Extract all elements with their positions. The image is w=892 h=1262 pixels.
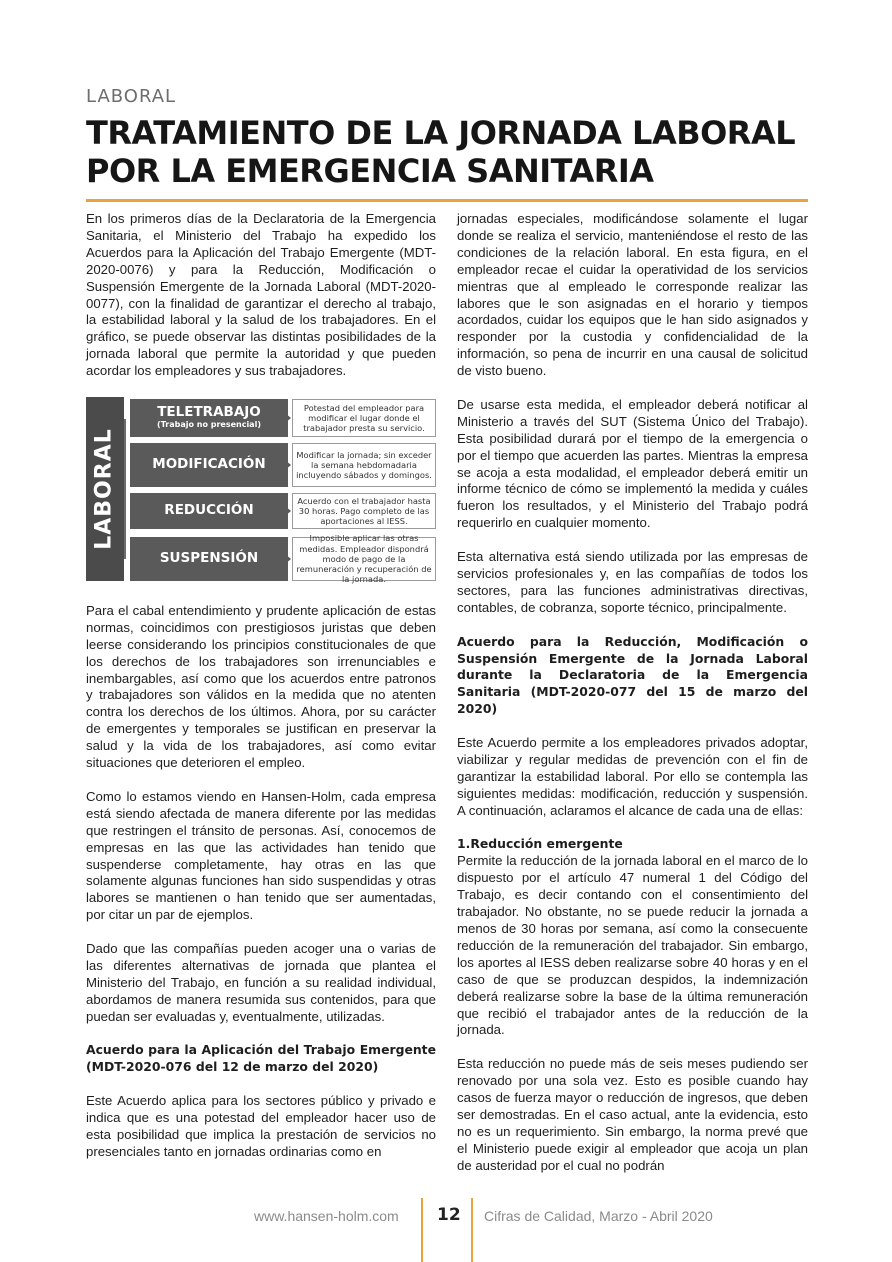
diagram-box: MODIFICACIÓN [130, 443, 288, 487]
title-line-2: POR LA EMERGENCIA SANITARIA [86, 152, 654, 190]
section-heading: Acuerdo para la Reducción, Modificación o Suspensión Emergente de la Jornada Laboral durante la Declaratoria de la Emergencia Sanitaria (MDT-2020-077 del 15 de marzo del 2020) [457, 633, 808, 717]
diagram-description: Imposible aplicar las otras medidas. Empleador dispondrá modo de pago de la remuneración y recuperación de la jornada. [292, 537, 436, 581]
paragraph: En los primeros días de la Declaratoria de la Emergencia Sanitaria, el Ministerio del Trabajo ha expedido los Acuerdos para la Aplicación del Trabajo Emergente (MDT-2020-0076) y para la Reducción, Modificación o Suspensión Emergente de la Jornada Laboral (MDT-2020-0077), con la finalidad de garantizar el derecho al trabajo, la estabilidad laboral y la salud de los trabajadores. En el gráfico, se puede observar las distintas posibilidades de la jornada laboral que permite la autoridad y que pueden acordar los empleadores y sus trabajadores. [86, 211, 436, 379]
diagram-arrow [285, 413, 291, 423]
paragraph: Este Acuerdo permite a los empleadores privados adoptar, viabilizar y regular medidas de prevención con el fin de garantizar la estabilidad laboral. Por ello se contempla las siguientes medidas: modificación, reducción y suspensión. A continuación, aclaramos el alcance de cada una de ellas: [457, 735, 808, 818]
paragraph: Esta alternativa está siendo utilizada por las empresas de servicios profesionales y, en las compañías de todos los sectores, para las funciones administrativas directivas, contables, de cobranza, soporte técnico, principalmente. [457, 549, 808, 615]
paragraph: jornadas especiales, modificándose solamente el lugar donde se realiza el servicio, manteniéndose el resto de las condiciones de la relación laboral. En esta figura, en el empleador recae el cuidar la operatividad de los servicios mientras que al empleado le corresponde realizar las labores que le son asignadas en el horario y tiempos acordados, cuidar los equipos que le han sido asignados y responder por la custodia y confidencialidad de la información, so pena de incurrir en una causal de solicitud de visto bueno. [457, 211, 808, 379]
title-divider [86, 199, 808, 202]
footer-divider [421, 1198, 423, 1262]
right-column [457, 211, 808, 1191]
paragraph: Para el cabal entendimiento y prudente aplicación de estas normas, coincidimos con prestigiosos juristas que deben leerse considerando los principios constitucionales de que los derechos de los trabajadores son irrenunciables e inembargables, así como que los acuerdos entre patronos y trabajadores son válidos en la medida que no atenten contra los derechos de los últimos. Ahora, por su carácter de emergentes y temporales se justifican en preservar la salud y la vida de los trabajadores, así como evitar situaciones que deterioren el empleo. [86, 602, 436, 771]
left-column [86, 211, 436, 1178]
diagram-box: REDUCCIÓN [130, 493, 288, 529]
diagram-vertical-label: LABORAL [91, 428, 117, 550]
paragraph: Esta reducción no puede más de seis meses pudiendo ser renovado por una sola vez. Esto es posible cuando hay casos de fuerza mayor o reducción de ingresos, que deben ser demostradas. En el caso actual, ante la evidencia, esto no es un requerimiento. Sin embargo, la norma prevé que el Ministerio puede exigir al empleador que acoja un plan de austeridad por el cual no podrán [457, 1056, 808, 1173]
paragraph: Este Acuerdo aplica para los sectores público y privado e indica que es una potestad del empleador hacer uso de esta posibilidad que implica la prestación de servicios no presenciales tanto en jornadas ordinarias como en [86, 1093, 436, 1159]
footer-divider [471, 1198, 473, 1262]
title-line-1: TRATAMIENTO DE LA JORNADA LABORAL [86, 114, 796, 152]
diagram-arrow [285, 506, 291, 516]
jornada-diagram [86, 397, 436, 585]
page-number: 12 [437, 1205, 461, 1225]
paragraph: De usarse esta medida, el empleador deberá notificar al Ministerio a través del SUT (Sistema Único del Trabajo). Esta posibilidad durará por el tiempo de la emergencia o por el tiempo que acuerden las partes. Mientras la empresa se acoja a esta modalidad, el empleador deberá emitir un informe técnico de cómo se implementó la medida y cuáles fueron los resultados, y el Ministerio del Trabajo podrá requerirlo en cualquier momento. [457, 396, 808, 531]
subsection-heading: 1.Reducción emergente [457, 836, 623, 852]
paragraph: Permite la reducción de la jornada laboral en el marco de lo dispuesto por el artículo 47 numeral 1 del Código del Trabajo, es decir contando con el consentimiento del trabajador. No obstante, no se puede reducir la jornada a menos de 30 horas por semana, así como la consecuente reducción de la remuneración del trabajador. Sin embargo, los aportes al IESS deben realizarse sobre 40 horas y en el caso de que se produzcan despidos, la indemnización deberá realizarse sobre la base de la última remuneración que recibió el trabajador antes de la reducción de la jornada. [457, 853, 808, 1038]
diagram-description: Potestad del empleador para modificar el lugar donde el trabajador presta su servicio. [292, 399, 436, 437]
footer-website: www.hansen-holm.com [254, 1208, 399, 1224]
diagram-box: TELETRABAJO (Trabajo no presencial) [130, 399, 288, 437]
footer-publication: Cifras de Calidad, Marzo - Abril 2020 [484, 1208, 713, 1224]
diagram-arrow [285, 460, 291, 470]
paragraph: Dado que las compañías pueden acoger una o varias de las diferentes alternativas de jornada que plantea el Ministerio del Trabajo, en función a su realidad individual, abordamos de manera resumida sus contenidos, para que puedan ser evaluadas y, eventualmente, utilizadas. [86, 941, 436, 1024]
diagram-box: SUSPENSIÓN [130, 537, 288, 581]
section-heading: Acuerdo para la Aplicación del Trabajo Emergente (MDT-2020-076 del 12 de marzo del 2020) [86, 1042, 436, 1075]
diagram-description: Acuerdo con el trabajador hasta 30 horas. Pago completo de las aportaciones al IESS. [292, 493, 436, 529]
section-label: LABORAL [86, 86, 177, 107]
paragraph: Como lo estamos viendo en Hansen-Holm, cada empresa está siendo afectada de manera diferente por las medidas que restringen el tránsito de personas. Así, conocemos de empresas en las que las actividades han tenido que suspenderse completamente, hay otras en las que solamente algunas funciones han sido suspendidas y otras labores se mantienen o han tenido que ser aumentadas, por citar un par de ejemplos. [86, 788, 436, 923]
diagram-arrow [285, 554, 291, 564]
diagram-description: Modificar la jornada; sin exceder la semana hebdomadaria incluyendo sábados y domingos. [292, 443, 436, 487]
page-title [86, 114, 826, 190]
